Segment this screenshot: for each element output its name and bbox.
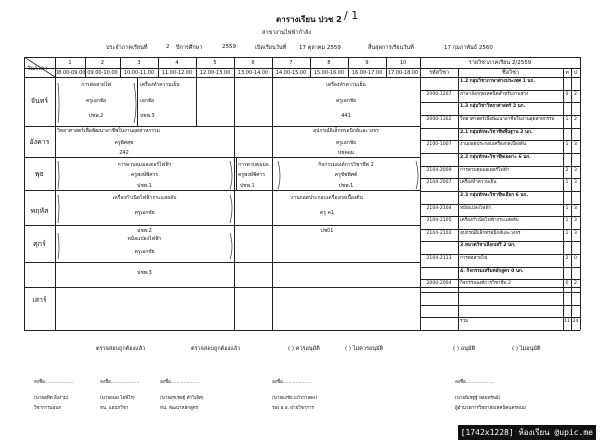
slot-thu-a-room: ปชพ.2 [137,228,152,234]
subject-name: อุปกรณ์อิเล็กทรอนิกส์และวงจร [460,230,521,236]
period-number: 4 [175,60,179,66]
subject-practice-hours: 3 [574,230,577,236]
subject-name: เครื่องทำความเย็น [460,180,497,186]
year-value: 2559 [222,44,236,50]
slot-tue-b-room: ปชคอม [337,150,355,156]
subject-name: 1.2 กลุ่มวิชาภาษาต่างประเทศ 1 นก. [460,79,536,84]
subject-theory-hours: 1 [565,180,569,186]
approval-option-not-approve: ( ) ไม่อนุมัติ [512,346,541,352]
slot-wed-c-teacher: ครูชัชพิศต์ [334,172,358,178]
approval-option-not-recommend: ( ) ไม่ควรอนุมัติ [345,346,384,352]
period-time: 14.00-15.00 [275,70,307,76]
period-time: 15.00-16.00 [313,70,345,76]
period-time: 13.00-14.00 [237,70,269,76]
signature-role: หน. แผนกวิชา [100,406,129,411]
approval-option-recommend: ( ) ควรอนุมัติ [288,346,320,352]
signature-name: (นายสุทิต สิ่งงาม) [34,396,69,401]
signature-sign: ลงชื่อ.................... [100,380,140,385]
slot-thu-b-subject: งานถอดประกอบเครื่องกลเบื้องต้น [291,195,363,201]
signature-role: ผู้อำนวยการวิทยาลัยเทคนิคนครพนม [455,406,526,411]
slot-thu-b-teacher: ครู ค1 [319,210,335,216]
slot-wed-b-subject: การควบคุมมอ [238,162,269,168]
subject-practice-hours: 3 [574,167,577,173]
slot-wed-b-room: ปชพ.1 [240,183,255,189]
subject-name: 2.3 กลุ่มทักษะวิชาชีพเลือก 6 นก. [460,192,529,198]
slot-wed-a-room: ปชพ.1 [137,183,152,189]
slot-tue-b-teacher: ครูเอกชัย [335,140,357,146]
close-date-value: 17 กุมภาพันธ์ 2560 [444,45,493,51]
signature-role: หน. พัฒนาหลักสูตร [160,406,199,411]
period-time: 10.00-11.00 [123,70,155,76]
slot-wed-b-teacher: ครูพงษ์พิศาร [238,172,266,178]
signature-role: รอง ผ.อ. ฝ่ายวิชาการ [272,406,314,411]
subject-code: 2100-1007 [426,142,452,148]
year-label: ปีการศึกษา [176,45,203,51]
subject-name: เครื่องกำเนิดไฟฟ้ากระแสสลับ [460,218,519,224]
signature-sign: ลงชื่อ.................... [160,380,200,385]
handwritten-class-mark: / 1 [344,9,359,22]
period-time: 12.00-13.00 [199,70,231,76]
period-number: 8 [327,60,331,66]
slot-fri-a-subject: หม้อแปลงไฟฟ้า [127,236,162,242]
slot-thu-a-subject: เครื่องกำเนิดไฟฟ้ากระแสสลับ [112,195,177,201]
day-label: อังคาร [29,138,50,146]
signature-name: (นายธงชัย แก้วกาสดง) [272,396,318,401]
subject-name: 1.3 กลุ่มวิชาวิทยาศาสตร์ 2 นก. [460,104,526,110]
slot-thu-a-teacher: ครูเอกชัย [134,210,155,216]
subject-name: 2.2 กลุ่มทักษะวิชาชีพเฉพาะ 6 นก. [460,154,531,160]
subject-theory-hours: 1 [565,230,569,236]
schedule-bracket-lines [56,77,420,287]
subject-col-t: ท [565,70,569,76]
signature-sign: ลงชื่อ.................... [34,380,74,385]
day-label: จันทร์ [30,97,49,105]
subject-name: 2.1 กลุ่มทักษะวิชาชีพพื้นฐาน 2 นก. [460,129,533,135]
period-number: 10 [399,60,407,66]
subject-code: 2104-2113 [426,256,452,262]
subject-theory-hours: 1 [565,142,569,148]
subject-col-name: ชื่อวิชา [502,70,519,76]
subject-theory-hours: 0 [565,281,569,287]
close-date-label: สิ้นสุดการเรียนวันที่ [368,45,414,51]
slot-thu-b-room: ปช01 [320,228,334,234]
subject-code: 2104-2102 [426,230,452,236]
subject-name: การควบคุมมอเตอร์ไฟฟ้า [460,167,510,173]
day-label: พฤหัส [30,207,49,215]
slot-tue-a-subject: วิทยาศาสตร์เพื่อพัฒนาอาชีพในงานอุตสาหกรรม [57,128,160,134]
slot-wed-a-subject: การควบคุมมอเตอร์ไฟฟ้า [117,162,172,168]
period-number: 9 [365,60,369,66]
subject-code: 2104-2007 [426,180,452,186]
slot-mon-a-teacher: ครูเอกชัย [85,98,107,104]
subject-practice-hours: 3 [574,218,577,224]
subject-theory-hours: 2 [565,167,569,173]
period-time: 08.00-09.00 [55,70,86,76]
subject-practice-hours: 3 [574,205,577,211]
period-number: 2 [100,60,105,66]
subject-panel-header: รายวิชาภาคเรียน 2/2559 [468,60,532,66]
subject-code: 2104-2105 [426,218,452,224]
slot-fri-a-teacher: ครูเอกชัย [134,249,155,255]
slot-tue-a-teacher: ครูพิศสุข [114,140,134,146]
slot-tue-a-room: 242 [119,150,129,156]
subject-theory-hours: 1 [565,116,569,122]
subject-code: 2000-1302 [426,116,452,122]
day-label: พุธ [35,170,44,178]
department-label: สาขางานไฟฟ้ากำลัง [262,30,311,36]
slot-mon-b-room: ปชพ.3 [140,113,155,119]
page-title: ตารางเรียน ปวช 2 [276,15,342,24]
subject-name: 4. กิจกรรมเสริมหลักสูตร 0 นก. [460,268,524,274]
subject-theory-hours: 11 [564,319,570,325]
period-time: 16.00-17.00 [351,70,383,76]
slot-mon-c-teacher: ครูเอกชัย [335,98,357,104]
signature-name: (นายอนพ ไอซ์ไร) [100,396,135,401]
subject-name: งานถอดประกอบเครื่องกลเบื้องต้น [460,142,527,148]
subject-name: การต่อสายไฟ [460,256,488,262]
subject-practice-hours: 2 [574,116,577,122]
subject-name: รวม [460,319,469,325]
open-date-value: 17 ตุลาคม 2559 [299,45,341,51]
day-label: เสาร์ [32,296,47,304]
period-number: 1 [68,60,72,66]
day-label: ศุกร์ [33,240,46,248]
slot-wed-c-subject: กิจกรรมองค์การวิชาชีพ 2 [318,162,374,168]
semester-label: ประจำภาคเรียนที่ [106,45,148,51]
subject-name: ภาษาอังกฤษเทคนิคสำหรับงานช่าง [460,91,529,97]
subject-col-code: รหัสวิชา [429,70,449,76]
slot-fri-a-room: ปชพ.3 [137,270,152,276]
slot-mon-c-subject: เครื่องทำความเย็น [326,82,366,88]
subject-practice-hours: 3 [574,180,577,186]
subject-code: 2104-2009 [426,167,452,173]
slot-mon-a-subject: การต่อสายไฟ [81,82,111,88]
approval-check-1: ตรวจสอบถูกต้องแล้ว [96,346,146,352]
corner-label: วัน/เวลา [27,66,48,72]
period-number: 3 [137,60,141,66]
subject-theory-hours: 0 [565,91,569,97]
subject-col-p: ป [573,70,578,76]
watermark-label: [1742x1228] ห้องเรียน @upic.me [458,425,596,440]
slot-mon-b-subject: เครื่องทำความเย็น [140,82,180,88]
subject-theory-hours: 2 [565,256,569,262]
signature-sign: ลงชื่อ.................... [272,380,312,385]
period-time: 11.00-12.00 [161,70,193,76]
subject-theory-hours: 1 [565,205,569,211]
period-number: 6 [251,60,255,66]
period-number: 7 [289,60,293,66]
subject-code: 2000-1207 [426,91,452,97]
subject-code: 2000-2004 [426,281,452,287]
slot-mon-c-room: 441 [341,113,351,119]
signature-sign: ลงชื่อ.................... [455,380,495,385]
slot-wed-c-room: ปชพ.1 [338,183,354,189]
signature-name: (นายสุรเชษฐ์ คำวิเลิศ) [160,396,204,401]
subject-theory-hours: 1 [565,218,569,224]
signature-role: วิชาการแผนก [34,406,62,411]
subject-practice-hours: 2 [574,281,577,287]
approval-check-2: ตรวจสอบถูกต้องแล้ว [191,346,241,352]
subject-practice-hours: 0 [574,256,577,262]
approval-option-approve: ( ) อนุมัติ [453,346,476,352]
subject-code: 2104-2104 [426,205,452,211]
subject-name: กิจกรรมองค์การวิชาชีพ 2 [460,281,511,287]
signature-name: (นายพิเชฐฐ์ หอมทรัพย์) [455,396,501,401]
slot-wed-a-teacher: ครูพงษ์พิศาร [130,172,159,178]
subject-practice-hours: 24 [572,319,579,325]
subject-name: วิทยาศาสตร์เพื่อพัฒนาอาชีพในงานอุตสาหกรรม [460,116,555,122]
period-number: 5 [213,60,217,66]
period-time: 17.00-18.00 [387,70,419,76]
slot-mon-a-room: ปชพ.2 [88,113,104,119]
semester-value: 2 [166,44,170,50]
slot-mon-b-teacher: เอกชัย [140,98,155,104]
subject-practice-hours: 2 [574,91,577,97]
subject-practice-hours: 3 [574,142,577,148]
subject-name: 3.หมวดวิชาเลือกเสรี 2 นก. [460,243,516,249]
slot-tue-b-subject: อุปกรณ์อิเล็กทรอนิกส์และวงจร [313,128,379,134]
subject-name: หม้อแปลงไฟฟ้า [460,205,492,211]
open-date-label: เปิดเรียนวันที่ [255,45,287,51]
period-time: 09.00-10.00 [87,70,118,76]
